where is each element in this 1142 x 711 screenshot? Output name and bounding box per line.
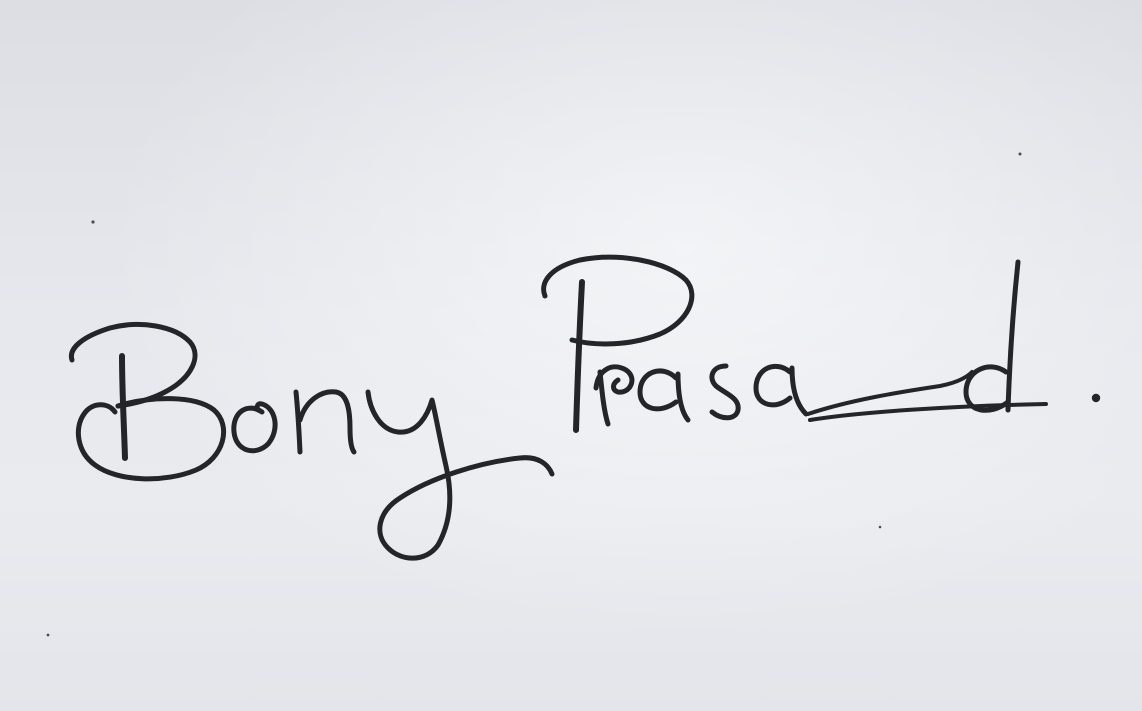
paper-speck: [1019, 153, 1022, 156]
paper-speck: [47, 634, 50, 637]
signature-stroke-y: [368, 392, 552, 558]
signature-stroke-underline: [810, 404, 1046, 420]
signature-stroke-P-stem: [576, 282, 582, 430]
signature-stroke-B-top-arc: [71, 324, 195, 406]
signature-stroke-P-bowl: [544, 257, 692, 344]
signature-stroke-s: [712, 366, 738, 418]
signature-stroke-B-bottom-loop: [78, 399, 223, 479]
signature-stroke-a2: [756, 366, 806, 414]
signature-stroke-a1: [640, 371, 688, 420]
paper-speck: [879, 526, 882, 529]
signature-stroke-o: [234, 404, 275, 451]
signature-stroke-n: [296, 392, 354, 452]
signature-stroke-d-ascender: [1008, 262, 1018, 410]
signature-period: [1092, 394, 1100, 402]
signature-stroke-r: [596, 367, 632, 424]
paper-speck: [91, 220, 94, 223]
